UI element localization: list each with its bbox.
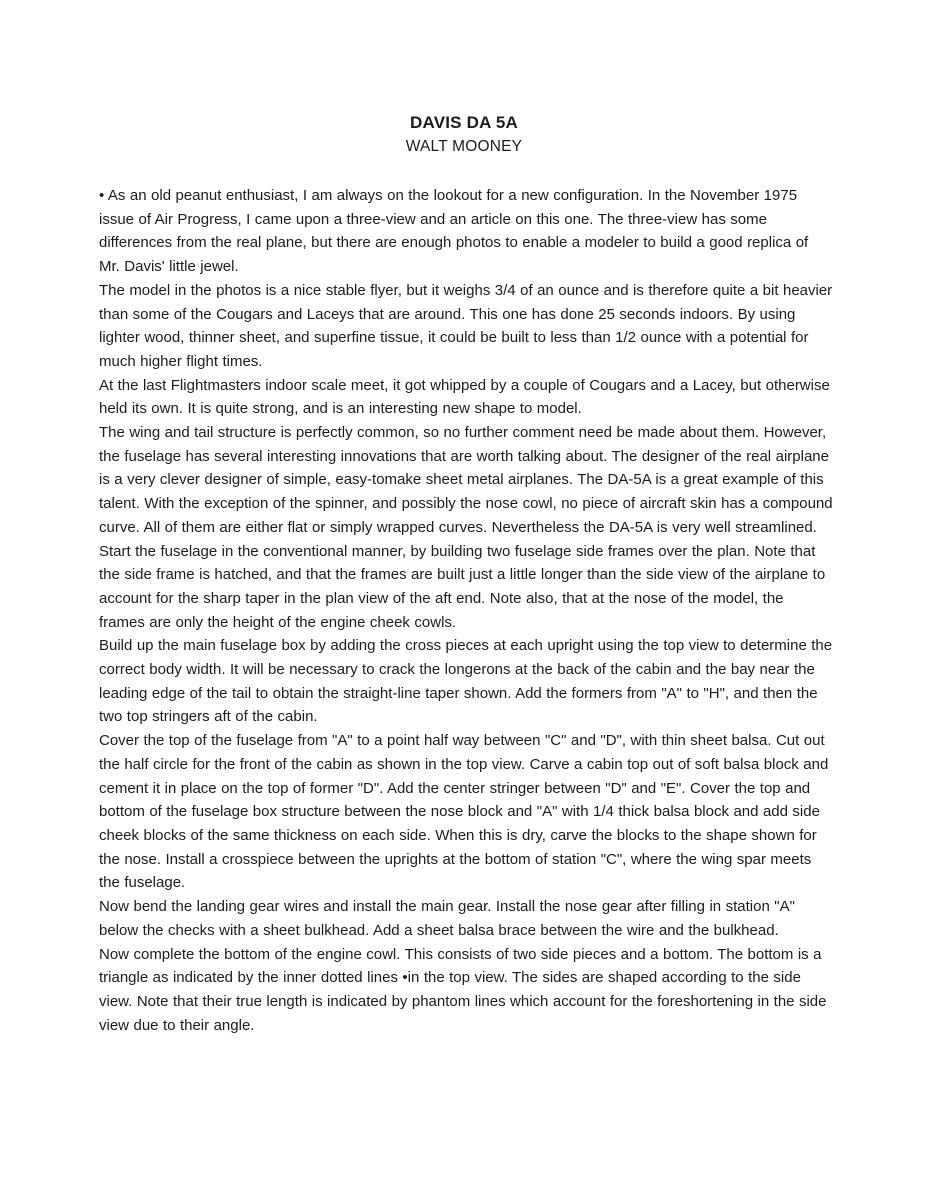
paragraph-fuselage-start: Start the fuselage in the conventional manner, by building two fuselage side frames over the plan. Note that the side frame is hatched, and that the frames are built just a little longer than the side view of the airplane to account for the sharp taper in the plan view of the aft end. Note also, that at the nose of the model, the frames are only the height of the engine cheek cowls. [99, 542, 826, 631]
document-header [0, 0, 928, 158]
paragraph-structure: The wing and tail structure is perfectly common, so no further comment need be made about them. However, the fuselage has several interesting innovations that are worth talking about. The designer of the real airplane is a very clever designer of simple, easy-tomake sheet metal airplanes. The DA-5A is a great example of this talent. With the exception of the spinner, and possibly the nose cowl, no piece of aircraft skin has a compound curve. All of them are either flat or simply wrapped curves. Nevertheless the DA-5A is very well streamlined. [99, 424, 833, 536]
paragraph-scale-meet: At the last Flightmasters indoor scale meet, it got whipped by a couple of Cougars and a Lacey, but otherwise held its own. It is quite strong, and is an interesting new shape to model. [99, 376, 830, 418]
article-body [99, 184, 833, 1037]
paragraph-intro: • As an old peanut enthusiast, I am always on the lookout for a new configuration. In the November 1975 issue of Air Progress, I came upon a three-view and an article on this one. The three-view has some differences from the real plane, but there are enough photos to enable a modeler to build a good replica of Mr. Davis' little jewel. [99, 187, 809, 276]
paragraph-engine-cowl: Now complete the bottom of the engine cowl. This consists of two side pieces and a bottom. The bottom is a triangle as indicated by the inner dotted lines •in the top view. The sides are shaped according to the side view. Note that their true length is indicated by phantom lines which account for the foreshortening in the side view due to their angle. [99, 945, 827, 1034]
document-title: DAVIS DA 5A [410, 113, 518, 132]
paragraph-cover-top: Cover the top of the fuselage from "A" to a point half way between "C" and "D", with thin sheet balsa. Cut out the half circle for the front of the cabin as shown in the top view. Carve a cabin top out of soft balsa block and cement it in place on the top of former "D". Add the center stringer between "D" and "E". Cover the top and bottom of the fuselage box structure between the nose block and "A" with 1/4 thick balsa block and add side cheek blocks of the same thickness on each side. When this is dry, carve the blocks to the shape shown for the nose. Install a crosspiece between the uprights at the bottom of station "C", where the wing spar meets the fuselage. [99, 732, 829, 892]
paragraph-model-weight: The model in the photos is a nice stable flyer, but it weighs 3/4 of an ounce and is therefore quite a bit heavier than some of the Cougars and Laceys that are around. This one has done 25 seconds indoors. By using lighter wood, thinner sheet, and superfine tissue, it could be built to less than 1/2 ounce with a potential for much higher flight times. [99, 281, 833, 370]
document-byline: WALT MOONEY [405, 138, 523, 155]
paragraph-fuselage-box: Build up the main fuselage box by adding the cross pieces at each upright using the top view to determine the correct body width. It will be necessary to crack the longerons at the back of the cabin and the bay near the leading edge of the tail to obtain the straight-line taper shown. Add the formers from "A" to "H", and then the two top stringers aft of the cabin. [99, 637, 833, 726]
paragraph-landing-gear: Now bend the landing gear wires and install the main gear. Install the nose gear after filling in station "A" below the checks with a sheet bulkhead. Add a sheet balsa brace between the wire and the bulkhead. [99, 898, 795, 939]
